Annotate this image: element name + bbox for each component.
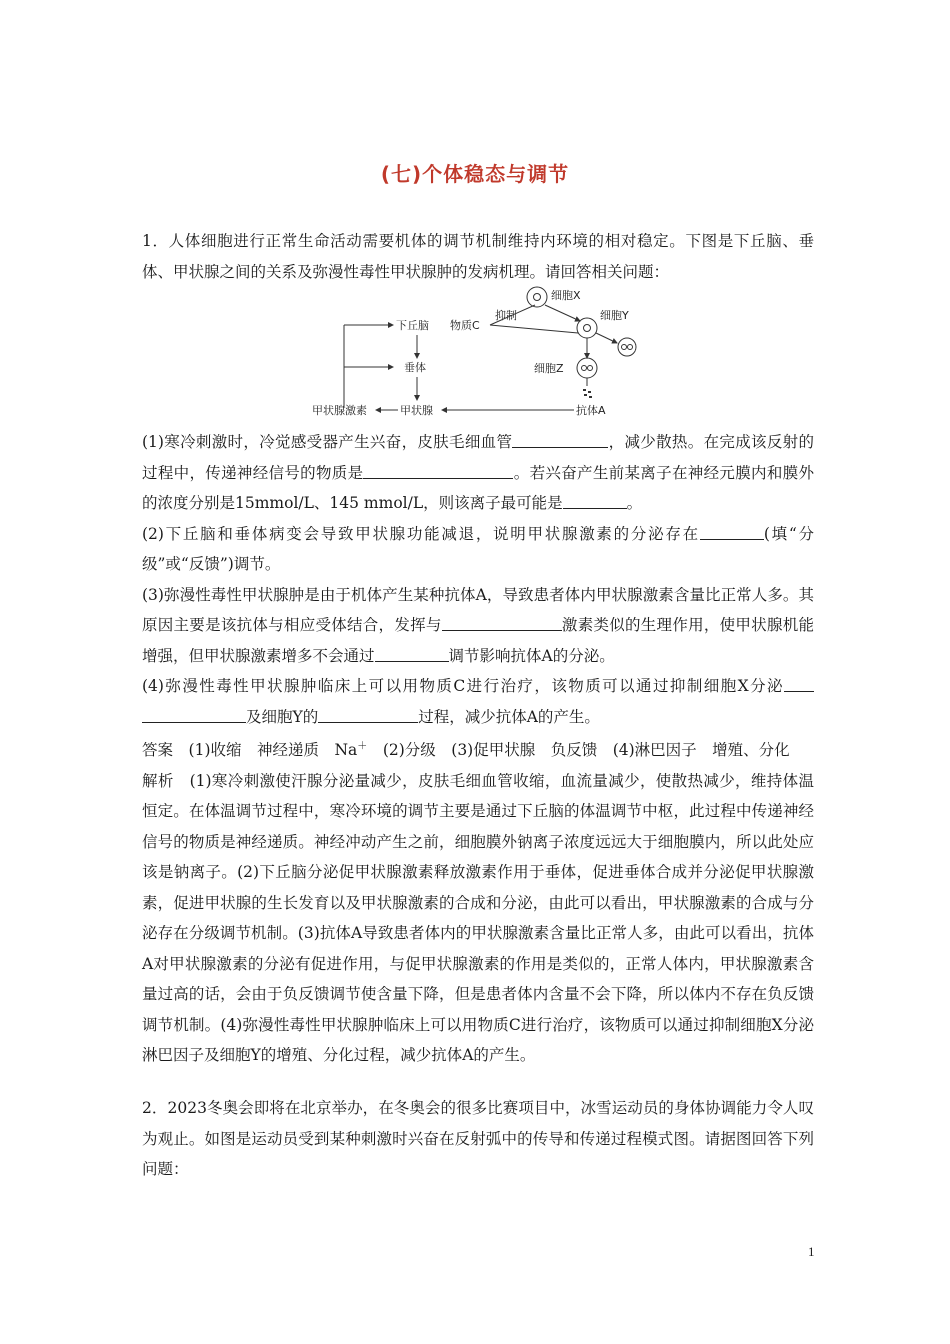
answer-blank <box>318 706 418 723</box>
page-number: 1 <box>808 1244 815 1259</box>
part-3-text-a: (3)弥漫性毒性甲状腺肿是由于机体产生某种抗体A，导致患者体内甲状腺激素含量比正常人多。其原因主要是该抗体与相应受体结合，发挥与 <box>142 585 814 634</box>
part-4-text-a: (4)弥漫性毒性甲状腺肿临床上可以用物质C进行治疗，该物质可以通过抑制细胞X分泌 <box>142 677 784 695</box>
hypothalamus-label: 下丘脑 <box>396 319 429 332</box>
part-1-text-c: 。若兴奋产生前某离子在神经元膜内和膜外的浓度分别是15mmol/L、145 mmol/L，则该离子最可能是 <box>142 463 814 512</box>
arrow-y-to-memory <box>596 333 617 343</box>
question-1-part-3 <box>142 580 814 672</box>
inhibit-line-y <box>490 325 578 333</box>
question-1-part-1 <box>142 427 814 519</box>
thyroid-label: 甲状腺 <box>400 404 433 417</box>
question-1-intro: 1．人体细胞进行正常生命活动需要机体的调节机制维持内环境的相对稳定。下图是下丘脑、垂体、甲状腺之间的关系及弥漫性毒性甲状腺肿的发病机理。请回答相关问题： <box>142 232 814 281</box>
answer-text-b: (2)分级 (3)促甲状腺 负反馈 (4)淋巴因子 增殖、分化 <box>382 741 790 760</box>
analysis-label: 解析 <box>142 771 174 790</box>
question-1-answer <box>142 732 814 766</box>
analysis-text: (1)寒冷刺激使汗腺分泌量减少，皮肤毛细血管收缩，血流量减少，使散热减少，维持体温恒定。在体温调节过程中，寒冷环境的调节主要是通过下丘脑的体温调节中枢，此过程中传递神经信号的物质是神经递质。神经冲动产生之前，细胞膜外钠离子浓度远远大于细胞膜内，所以此处应该是钠离子。(2)下丘脑分泌促甲状腺激素释放激素作用于垂体，促进垂体合成并分泌促甲状腺激素，促进甲状腺的生长发育以及甲状腺激素的合成和分泌，由此可以看出，甲状腺激素的合成与分泌存在分级调节机制。(3)抗体A导致患者体内的甲状腺激素含量比正常人多，由此可以看出，抗体A对甲状腺激素的分泌有促进作用，与促甲状腺激素的作用是类似的，正常人体内，甲状腺激素含量过高的话，会由于负反馈调节使含量下降，但是患者体内含量不会下降，所以体内不存在负反馈调节机制。(4)弥漫性毒性甲状腺肿临床上可以用物质C进行治疗，该物质可以通过抑制细胞X分泌淋巴因子及细胞Y的增殖、分化过程，减少抗体A的产生。 <box>142 771 814 1065</box>
substance-c-label: 物质C <box>450 319 480 332</box>
inhibit-label: 抑制 <box>495 309 517 322</box>
part-4-text-b: 及细胞Y的 <box>246 707 319 726</box>
answer-blank <box>512 431 608 448</box>
thyroid-regulation-diagram <box>300 283 660 423</box>
answer-blank <box>784 675 814 692</box>
answer-label: 答案 <box>142 741 174 760</box>
page-title: (七)个体稳态与调节 <box>380 162 570 186</box>
answer-blank <box>363 462 513 479</box>
cell-x-label: 细胞X <box>551 289 581 302</box>
part-2-text-b: (填“分级”或“反馈”)调节。 <box>142 524 814 573</box>
answer-text-a: (1)收缩 神经递质 Na <box>188 741 358 760</box>
question-1-intro-block <box>142 226 814 287</box>
antibody-a-label: 抗体A <box>576 404 606 417</box>
question-2-block <box>142 1093 814 1185</box>
part-3-text-b: 激素类似的生理作用，使甲状腺机能增强，但甲状腺激素增多不会通过 <box>142 616 814 665</box>
question-1-parts <box>142 427 814 1071</box>
question-1-analysis <box>142 766 814 1071</box>
answer-blank <box>442 614 562 631</box>
part-1-text-a: (1)寒冷刺激时，冷觉感受器产生兴奋，皮肤毛细血管 <box>142 433 513 451</box>
cell-x-icon <box>527 287 547 307</box>
part-4-text-c: 过程，减少抗体A的产生。 <box>418 707 600 726</box>
answer-blank <box>142 706 246 723</box>
cell-y-icon <box>577 318 597 338</box>
part-1-text-b: ，减少散热。在完成该反射的过程中，传递神经信号的物质是 <box>142 433 814 482</box>
answer-blank <box>375 645 449 662</box>
answer-blank <box>700 523 764 540</box>
question-1-part-2 <box>142 519 814 580</box>
answer-blank <box>563 492 627 509</box>
question-1-part-4 <box>142 671 814 732</box>
part-2-text-a: (2)下丘脑和垂体病变会导致甲状腺功能减退，说明甲状腺激素的分泌存在 <box>142 524 700 543</box>
pituitary-label: 垂体 <box>404 361 426 374</box>
question-2-intro: 2．2023冬奥会即将在北京举办，在冬奥会的很多比赛项目中，冰雪运动员的身体协调能力令人叹为观止。如图是运动员受到某种刺激时兴奋在反射弧中的传导和传递过程模式图。请据图回答下列问题： <box>142 1099 814 1178</box>
cell-y-label: 细胞Y <box>600 309 629 322</box>
cell-z-label: 细胞Z <box>534 362 564 375</box>
antibody-dots <box>583 389 592 398</box>
arrow-x-to-y <box>545 305 580 321</box>
answer-superscript: ＋ <box>357 741 368 752</box>
thyroid-hormone-label: 甲状腺激素 <box>312 404 367 417</box>
part-1-text-d: 。 <box>626 494 643 512</box>
part-3-text-c: 调节影响抗体A的分泌。 <box>448 646 615 665</box>
